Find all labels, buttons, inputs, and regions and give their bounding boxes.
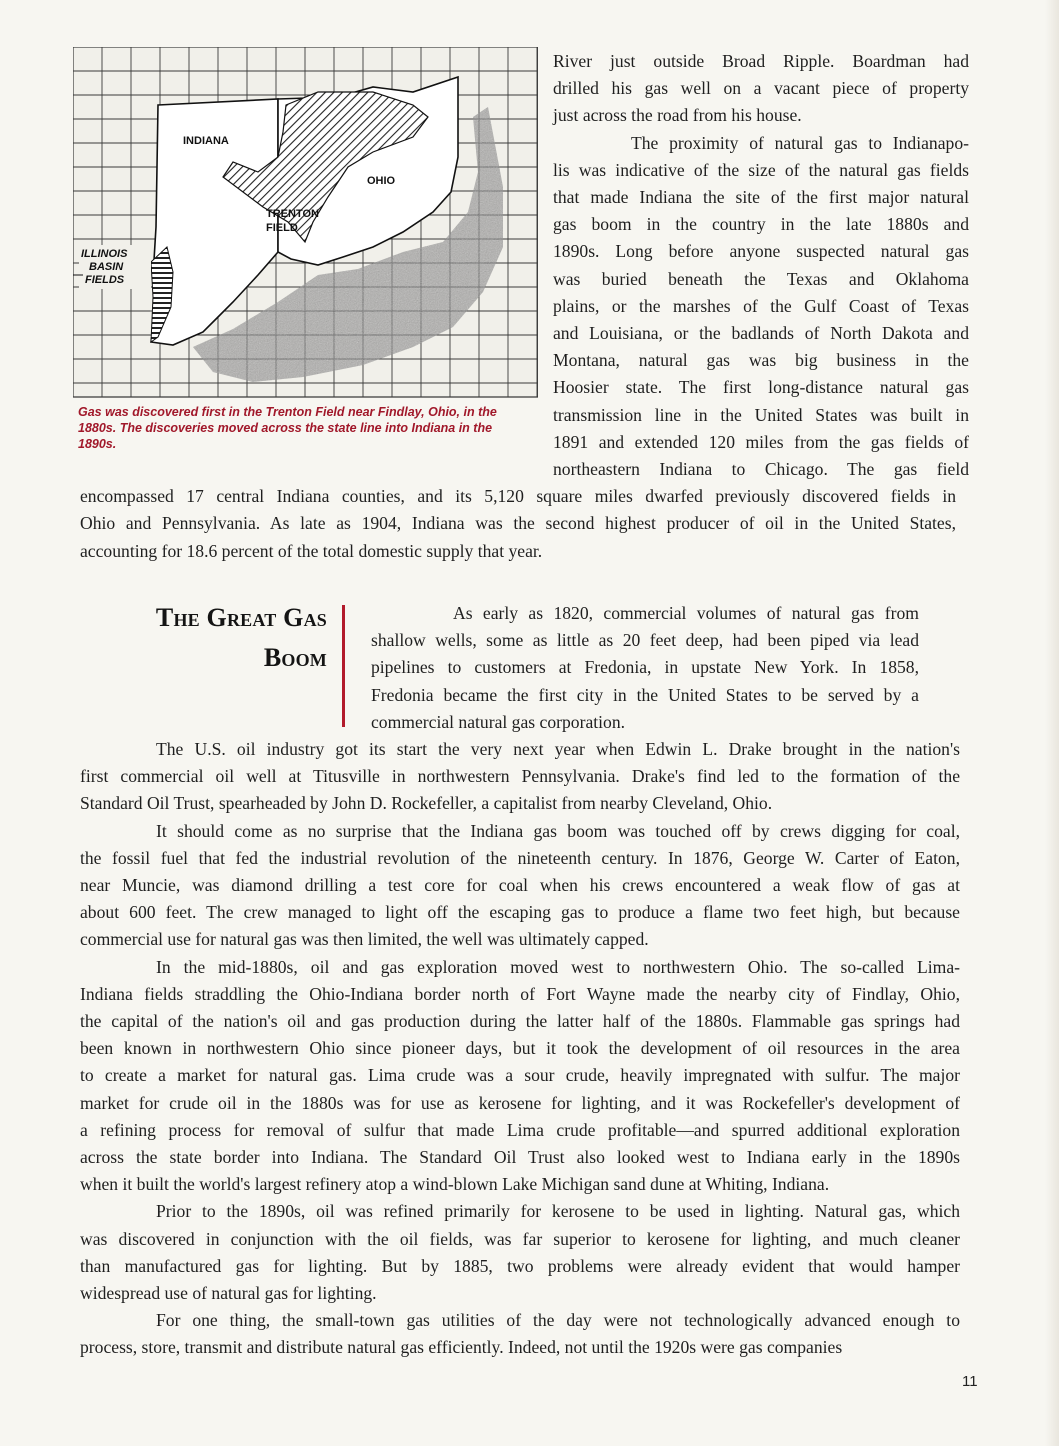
intro-line: gas boom in the country in the late 1880s and — [553, 214, 969, 235]
intro-line: 1891 and extended 120 miles from the gas fields of — [553, 431, 969, 452]
paragraph-line: when it built the world's largest refinery atop a wind-blown Lake Michigan sand dune at Whiting, Indiana. — [80, 1174, 830, 1195]
paragraph-line: was discovered in conjunction with the oil fields, was far superior to kerosene for lighting, and much cleaner — [80, 1228, 960, 1249]
intro-line: River just outside Broad Ripple. Boardman had — [553, 51, 969, 71]
intro-line: 1890s. Long before anyone suspected natural gas — [553, 241, 969, 262]
label-trenton-2: FIELD — [266, 222, 298, 234]
paragraph-line: been known in northwestern Ohio since pioneer days, but it took the development of oil resources in the area — [80, 1038, 960, 1059]
intro-line: lis was indicative of the size of the natural gas fields — [553, 159, 969, 180]
paragraph-line: near Muncie, was diamond drilling a test core for coal when his crews encountered a weak flow of gas at — [80, 875, 960, 895]
paragraph-line: Prior to the 1890s, oil was refined primarily for kerosene to be used in lighting. Natural gas, which — [156, 1201, 960, 1222]
lead-line: commercial natural gas corporation. — [371, 711, 626, 732]
intro-full-line: encompassed 17 central Indiana counties, and its 5,120 square miles dwarfed previously discovered fields in — [80, 486, 956, 507]
intro-full-line: accounting for 18.6 percent of the total domestic supply that year. — [80, 540, 543, 561]
gas-fields-map — [73, 47, 538, 402]
page-number: 11 — [962, 1373, 978, 1390]
lead-line: pipelines to customers at Fredonia, in upstate New York. In 1858, — [371, 657, 919, 678]
map-caption: Gas was discovered first in the Trenton Field near Findlay, Ohio, in the 1880s. The discoveries moved across the state line into Indiana in the 1890s. — [78, 405, 497, 451]
intro-line: plains, or the marshes of the Gulf Coast of Texas — [553, 295, 969, 316]
page-edge — [1045, 0, 1059, 1446]
paragraph-line: commercial use for natural gas was then limited, the well was ultimately capped. — [80, 929, 649, 950]
intro-line: Hoosier state. The first long-distance natural gas — [553, 377, 969, 398]
label-illinois-3: FIELDS — [85, 274, 125, 286]
heading-line-1: The Great Gas — [155, 603, 327, 632]
paragraph-line: to create a market for natural gas. Lima crude was a sour crude, heavily impregnated with sulfur. The major — [80, 1065, 960, 1086]
lead-line: As early as 1820, commercial volumes of natural gas from — [453, 603, 919, 623]
intro-line: northeastern Indiana to Chicago. The gas field — [553, 459, 969, 479]
intro-full-line: Ohio and Pennsylvania. As late as 1904, Indiana was the second highest producer of oil in the United States, — [80, 513, 956, 534]
paragraph-line: the capital of the nation's oil and gas production during the latter half of the 1880s. Flammable gas springs had — [80, 1011, 960, 1031]
paragraph-line: about 600 feet. The crew managed to light off the escaping gas to produce a flame two feet high, but because — [80, 902, 960, 923]
paragraph-line: the fossil fuel that fed the industrial revolution of the nineteenth century. In 1876, George W. Carter of Eaton, — [80, 847, 960, 868]
paragraph-line: It should come as no surprise that the Indiana gas boom was touched off by crews digging for coal, — [156, 820, 960, 841]
intro-line: transmission line in the United States was built in — [553, 404, 969, 425]
label-illinois-2: BASIN — [89, 261, 124, 273]
paragraph-line: market for crude oil in the 1880s was for use as kerosene for lighting, and it was Rockefeller's development of — [80, 1092, 960, 1113]
intro-line: was buried beneath the Texas and Oklahoma — [553, 268, 969, 289]
label-illinois-1: ILLINOIS — [81, 248, 128, 260]
paragraph-line: For one thing, the small-town gas utilities of the day were not technologically advanced enough to — [156, 1310, 960, 1331]
label-indiana: INDIANA — [183, 135, 229, 147]
paragraph-line: Indiana fields straddling the Ohio-Indiana border north of Fort Wayne made the nearby city of Findlay, Ohio, — [80, 983, 960, 1004]
map-svg — [73, 47, 538, 402]
paragraph-line: a refining process for removal of sulfur that made Lima crude profitable—and spurred additional exploration — [80, 1119, 960, 1140]
paragraph-line: across the state border into Indiana. The Standard Oil Trust also looked west to Indiana early in the 1890s — [80, 1147, 960, 1167]
intro-line: drilled his gas well on a vacant piece of property — [553, 78, 969, 99]
label-trenton-1: TRENTON — [266, 208, 319, 220]
lead-line: Fredonia became the first city in the United States to be served by a — [371, 684, 919, 705]
paragraph-line: first commercial oil well at Titusville in northwestern Pennsylvania. Drake's find led to the formation of the — [80, 766, 960, 787]
intro-line: The proximity of natural gas to Indianapo- — [631, 132, 969, 153]
label-ohio: OHIO — [367, 175, 396, 187]
paragraph-line: process, store, transmit and distribute natural gas efficiently. Indeed, not until the 1920s were gas companies — [80, 1337, 843, 1358]
lead-line: shallow wells, some as little as 20 feet deep, had been piped via lead — [371, 630, 919, 651]
intro-line: and Louisiana, or the badlands of North Dakota and — [553, 323, 969, 343]
paragraph-line: The U.S. oil industry got its start the very next year when Edwin L. Drake brought in the nation's — [156, 739, 960, 759]
intro-line: that made Indiana the site of the first major natural — [553, 187, 969, 207]
heading-line-2: Boom — [263, 643, 327, 672]
paragraph-line: widespread use of natural gas for lighting. — [80, 1283, 377, 1303]
paragraph-line: Standard Oil Trust, spearheaded by John D. Rockefeller, a capitalist from nearby Cleveland, Ohio. — [80, 793, 773, 814]
heading-rule — [342, 605, 345, 727]
paragraph-line: than manufactured gas for lighting. But by 1885, two problems were already evident that would hamper — [80, 1255, 960, 1276]
paragraph-line: In the mid-1880s, oil and gas exploration moved west to northwestern Ohio. The so-called Lima- — [156, 956, 960, 977]
section-heading — [156, 598, 327, 678]
intro-line: just across the road from his house. — [553, 105, 802, 126]
intro-line: Montana, natural gas was big business in the — [553, 350, 969, 371]
